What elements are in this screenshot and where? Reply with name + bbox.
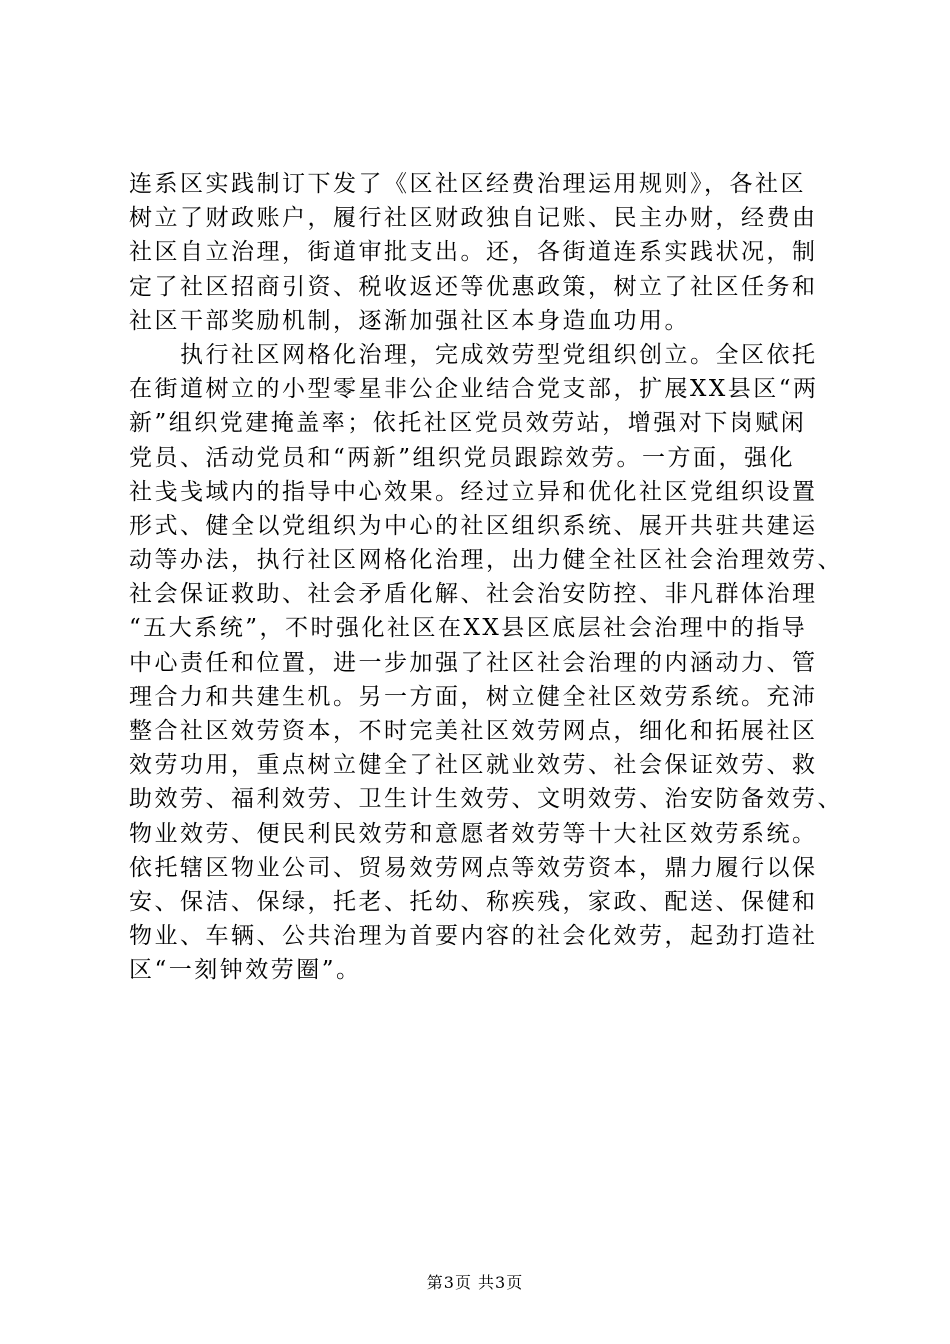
text-line: 助效劳、福利效劳、卫生计生效劳、文明效劳、治安防备效劳、 [129, 786, 843, 813]
text-line: 社戋戋域内的指导中心效果。经过立异和优化社区党组织设置 [129, 478, 818, 505]
text-line: 执行社区网格化治理，完成效劳型党组织创立。全区依托 [129, 341, 818, 368]
text-line: 社会保证救助、社会矛盾化解、社会治安防控、非凡群体治理 [129, 581, 818, 608]
text-line: 物业效劳、便民利民效劳和意愿者效劳等十大社区效劳系统。 [129, 820, 818, 847]
text-line: 社区自立治理，街道审批支出。还，各街道连系实践状况，制 [129, 239, 818, 266]
text-line: “五大系统”，不时强化社区在XX县区底层社会治理中的指导 [129, 615, 808, 642]
text-line: 中心责任和位置，进一步加强了社区社会治理的内涵动力、管 [129, 649, 818, 676]
text-line: 动等办法，执行社区网格化治理，出力健全社区社会治理效劳、 [129, 547, 843, 574]
text-line: 新”组织党建掩盖率；依托社区党员效劳站，增强对下岗赋闲 [129, 410, 807, 437]
page-number-footer: 第3页 共3页 [426, 1273, 524, 1292]
text-line: 定了社区招商引资、税收返还等优惠政策，树立了社区任务和 [129, 273, 818, 300]
text-line: 整合社区效劳资本，不时完美社区效劳网点，细化和拓展社区 [129, 718, 818, 744]
text-line: 效劳功用，重点树立健全了社区就业效劳、社会保证效劳、救 [129, 752, 818, 779]
text-line: 理合力和共建生机。另一方面，树立健全社区效劳系统。充沛 [129, 683, 818, 710]
text-line: 物业、车辆、公共治理为首要内容的社会化效劳，起劲打造社 [129, 923, 818, 950]
text-line: 安、保洁、保绿，托老、托幼、称疾残，家政、配送、保健和 [129, 888, 818, 915]
text-line: 党员、活动党员和“两新”组织党员跟踪效劳。一方面，强化 [129, 444, 796, 471]
text-line: 树立了财政账户，履行社区财政独自记账、民主办财，经费由 [129, 205, 818, 232]
text-line: 区“一刻钟效劳圈”。 [129, 957, 362, 984]
text-line: 社区干部奖励机制，逐渐加强社区本身造血功用。 [129, 307, 690, 334]
text-line: 在街道树立的小型零星非公企业结合党支部，扩展XX县区“两 [129, 376, 819, 403]
body-text [129, 167, 843, 988]
text-line: 形式、健全以党组织为中心的社区组织系统、展开共驻共建运 [129, 512, 818, 539]
text-line: 依托辖区物业公司、贸易效劳网点等效劳资本，鼎力履行以保 [129, 854, 818, 881]
text-line: 连系区实践制订下发了《区社区经费治理运用规则》，各社区 [129, 171, 806, 197]
